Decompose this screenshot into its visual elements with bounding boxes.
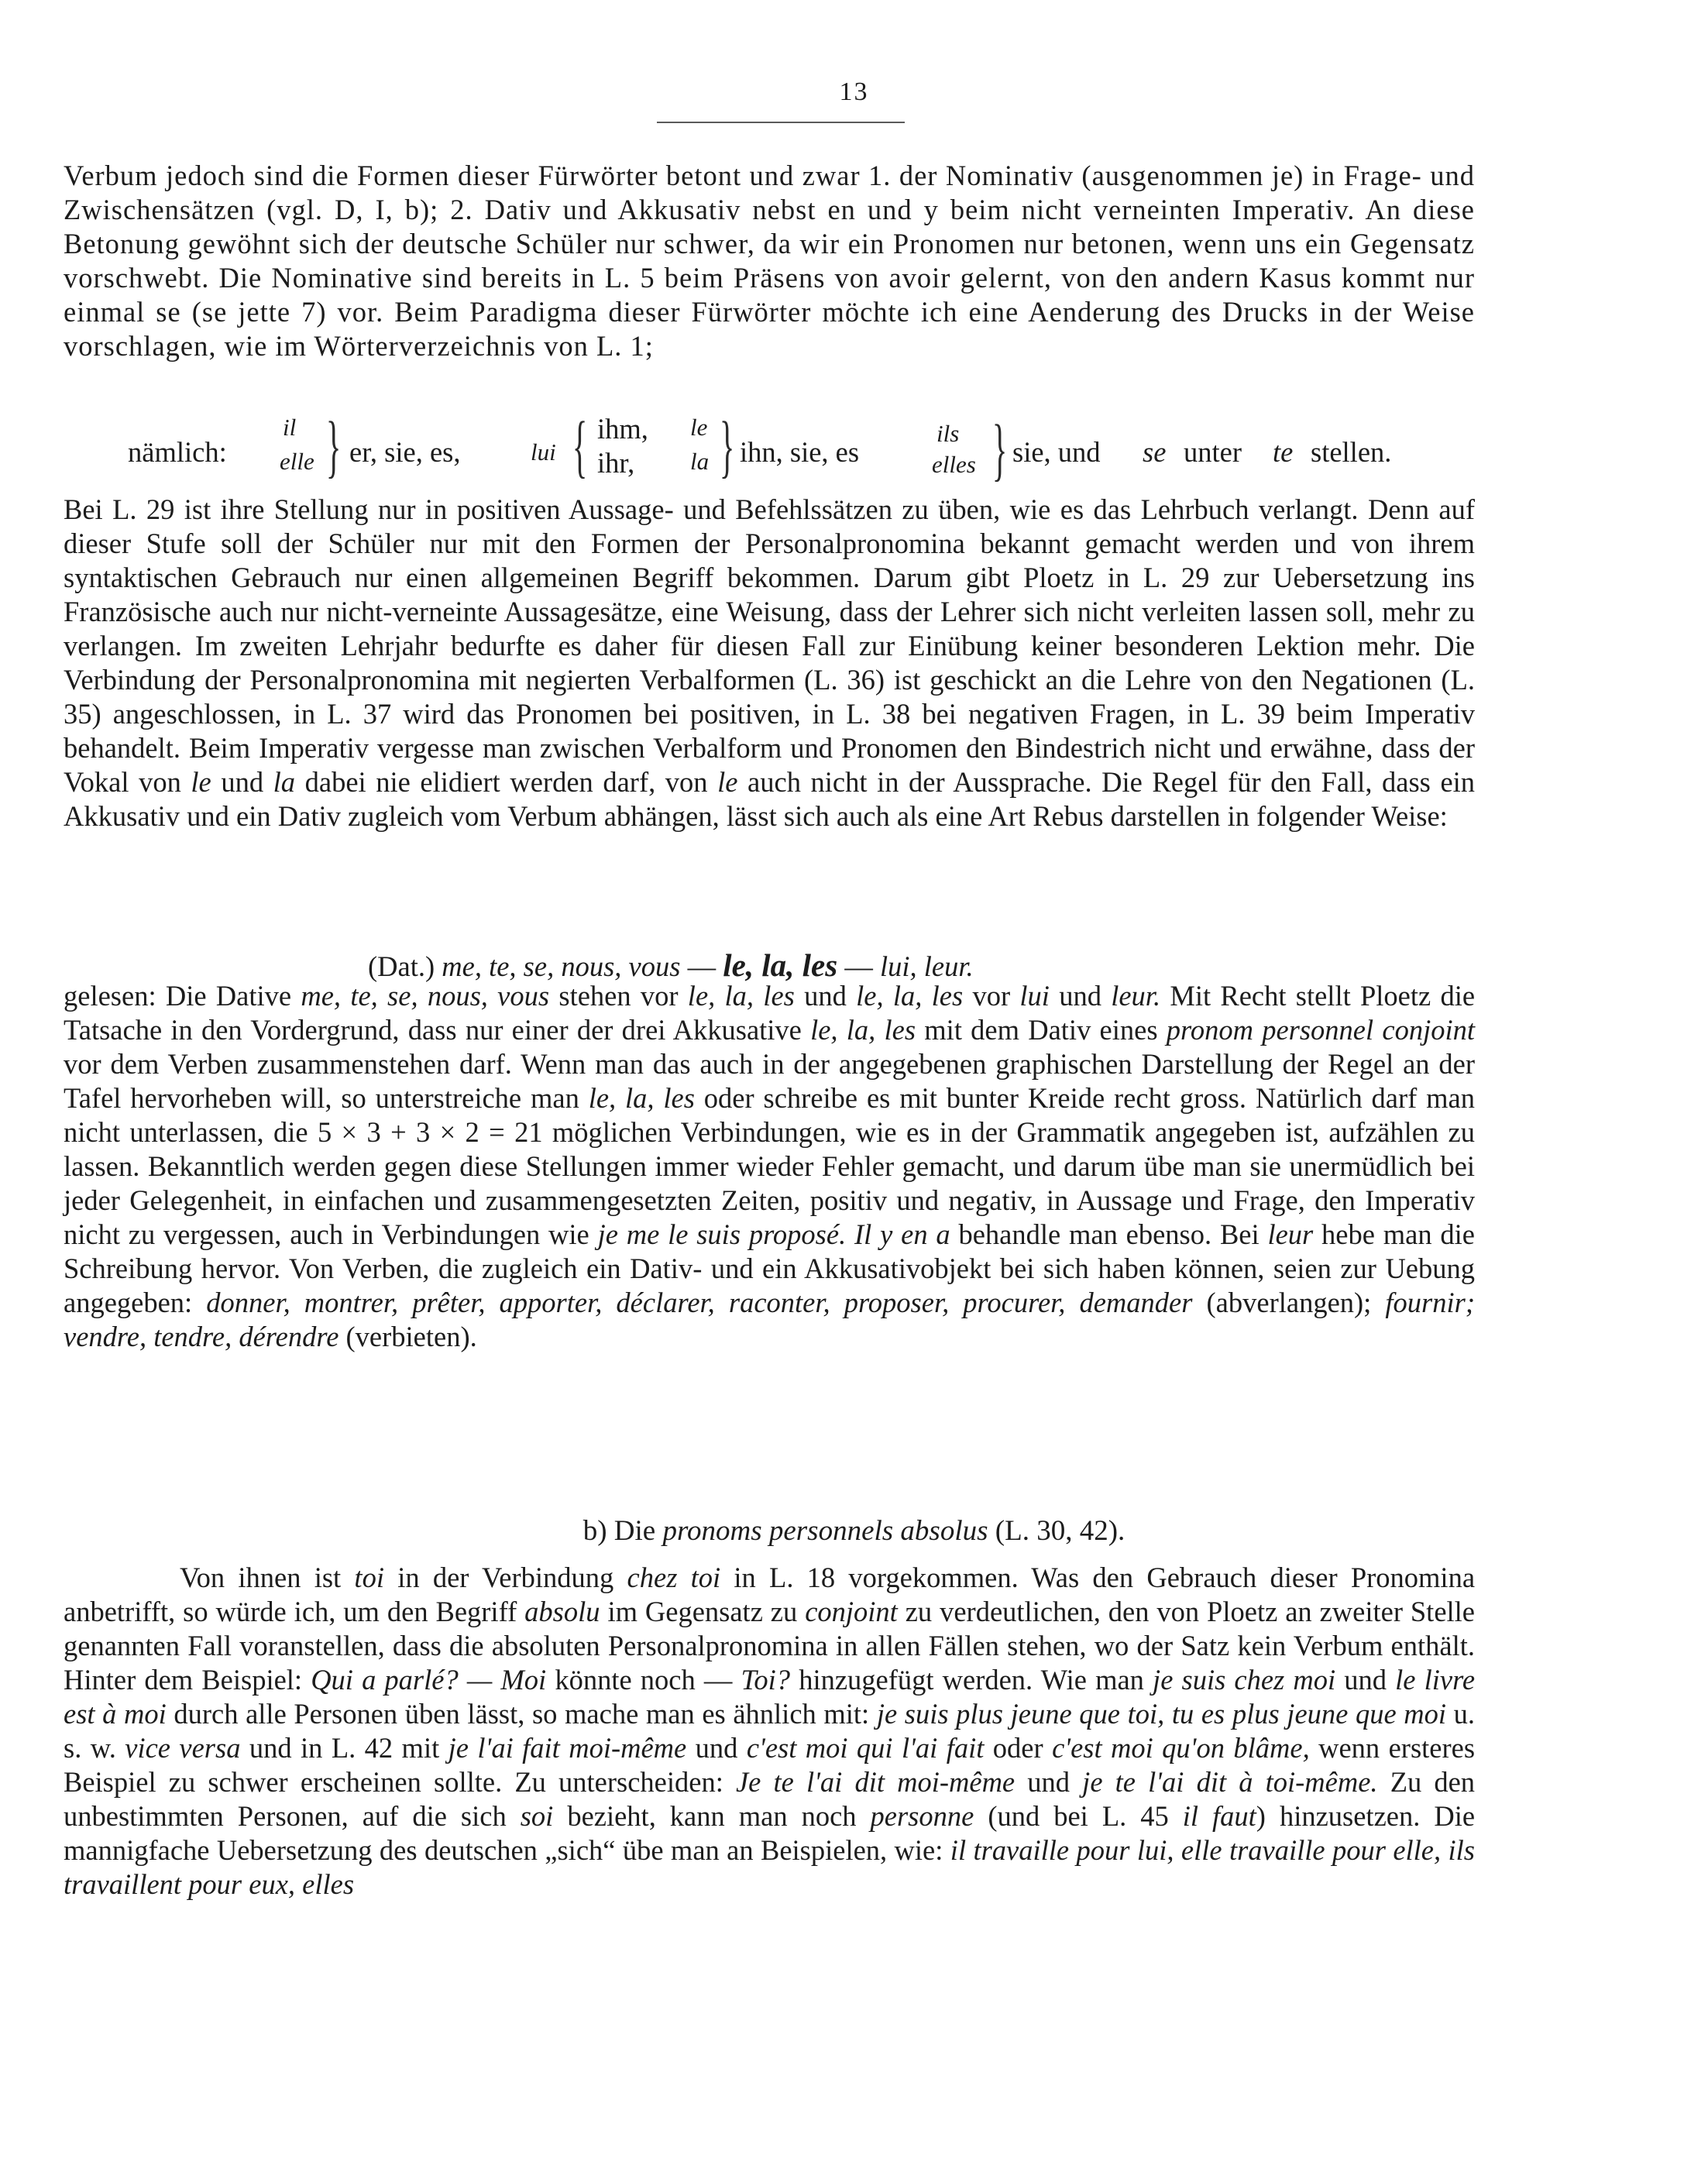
paradigm-tail-te: te — [1273, 436, 1294, 468]
paradigm-elle: elle — [280, 448, 314, 475]
formula-accusatives: le, la, les — [723, 947, 838, 983]
formula-dat: (Dat.) — [368, 950, 435, 982]
header-rule — [657, 122, 905, 123]
formula-dative-2: lui, leur. — [879, 950, 974, 982]
paradigm-er-sie-es: er, sie, es, — [349, 436, 461, 468]
paragraph-5 — [64, 1561, 1475, 1902]
paragraph-4 — [64, 979, 1475, 1354]
paradigm-le: le — [690, 414, 708, 441]
brace-1: } — [325, 408, 342, 485]
paragraph-3-text: Bei L. 29 ist ihre Stellung nur in positiven Aussage- und Befehlssätzen zu üben, wie es das Lehrbuch verlangt. Denn auf dieser Stufe soll der Schüler nur mit den Formen der Personalpronomina bekannt gemacht werden und von ihrem syntaktischen Gebrauch nur einen allgemeinen Begriff bekommen. Darum gibt Ploetz in L. 29 zur Uebersetzung ins Französische auch nur nicht-verneinte Aussagesätze, eine Weisung, dass der Lehrer sich nicht verleiten lassen soll, mehr zu verlangen. Im zweiten Lehrjahr bedurfte es daher für diesen Fall zur Einübung keiner besonderen Lektion mehr. Die Verbindung der Personalpronomina mit negierten Verbalformen (L. 36) ist geschickt an die Lehre von den Negationen (L. 35) angeschlossen, in L. 37 wird das Pronomen bei positiven, in L. 38 bei negativen Fragen, in L. 39 beim Imperativ behandelt. Beim Imperativ vergesse man zwischen Verbalform und Pronomen den Bindestrich nicht und erwähne, dass der Vokal von le und la dabei nie elidiert werden darf, von le auch nicht in der Aussprache. Die Regel für den Fall, dass ein Akkusativ und ein Dativ zugleich vom Verbum abhängen, lässt sich auch als eine Art Rebus darstellen in folgender Weise: — [64, 493, 1476, 832]
paradigm-elles: elles — [932, 451, 976, 478]
brace-4: } — [991, 411, 1008, 488]
paradigm-tail-3: stellen. — [1311, 436, 1392, 468]
paradigm-ihn-sie-es: ihn, sie, es — [740, 436, 860, 468]
section-heading: b) Die pronoms personnels absolus (L. 30, 42). — [583, 1515, 1125, 1547]
paradigm-lui: lui — [531, 438, 556, 466]
paradigm-tail-1: sie, und — [1012, 436, 1101, 468]
brace-3: } — [719, 408, 735, 485]
paradigm-tail-2: unter — [1184, 436, 1242, 468]
formula-dative-pronouns: me, te, se, nous, vous — [442, 950, 681, 982]
paradigm-ils: ils — [936, 420, 960, 447]
page-number: 13 — [839, 77, 869, 106]
paradigm-ihr: ihr, — [597, 447, 635, 479]
paradigm-lead: nämlich: — [128, 436, 227, 468]
paradigm-il: il — [283, 414, 297, 441]
paragraph-1 — [64, 159, 1475, 363]
brace-2: { — [572, 408, 588, 485]
rebus-formula — [368, 947, 974, 984]
paragraph-5-text: Von ihnen ist toi in der Verbindung chez toi in L. 18 vorgekommen. Was den Gebrauch dieser Pronomina anbetrifft, so würde ich, um den Begriff absolu im Gegensatz zu conjoint zu verdeutlichen, den von Ploetz an zweiter Stelle genannten Fall voranstellen, dass die absoluten Personalpronomina in allen Fällen stehen, wo der Satz kein Verbum enthält. Hinter dem Beispiel: Qui a parlé? — Moi könnte noch — Toi? hinzugefügt werden. Wie man je suis chez moi und le livre est à moi durch alle Personen üben lässt, so mache man es ähnlich mit: je suis plus jeune que toi, tu es plus jeune que moi u. s. w. vice versa und in L. 42 mit je l'ai fait moi-même und c'est moi qui l'ai fait oder c'est moi qu'on blâme, wenn ersteres Beispiel zu schwer erscheinen sollte. Zu unterscheiden: Je te l'ai dit moi-même und je te l'ai dit à toi-même. Zu den unbestimmten Personen, auf die sich soi bezieht, kann man noch personne (und bei L. 45 il faut) hinzusetzen. Die mannigfache Uebersetzung des deutschen „sich“ übe man an Beispielen, wie: il travaille pour lui, elle travaille pour elle, ils travaillent pour eux, elles — [64, 1562, 1476, 1900]
formula-dash-2: — — [844, 950, 873, 982]
paragraph-1-text: Verbum jedoch sind die Formen dieser Fürwörter betont und zwar 1. der Nominativ (ausgenommen je) in Frage- und Zwischensätzen (vgl. D, I, b); 2. Dativ und Akkusativ nebst en und y beim nicht verneinten Imperativ. An diese Betonung gewöhnt sich der deutsche Schüler nur schwer, da wir ein Pronomen nur betonen, wenn uns ein Gegensatz vorschwebt. Die Nominative sind bereits in L. 5 beim Präsens von avoir gelernt, von den andern Kasus kommt nur einmal se (se jette 7) vor. Beim Paradigma dieser Fürwörter möchte ich eine Aenderung des Drucks in der Weise vorschlagen, wie im Wörterverzeichnis von L. 1; — [64, 160, 1475, 362]
paragraph-3 — [64, 493, 1475, 833]
paradigm-la: la — [690, 448, 710, 475]
paradigm-tail-se: se — [1143, 436, 1167, 468]
paradigm-ihm: ihm, — [597, 413, 648, 445]
paragraph-4-text: gelesen: Die Dative me, te, se, nous, vous stehen vor le, la, les und le, la, les vor lui und leur. Mit Recht stellt Ploetz die Tatsache in den Vordergrund, dass nur einer der drei Akkusative le, la, les mit dem Dativ eines pronom personnel conjoint vor dem Verben zusammenstehen darf. Wenn man das auch in der angegebenen graphischen Darstellung der Regel an der Tafel hervorheben will, so unterstreiche man le, la, les oder schreibe es mit bunter Kreide recht gross. Natürlich darf man nicht unterlassen, die 5 × 3 + 3 × 2 = 21 möglichen Verbindungen, wie es in der Grammatik angegeben ist, aufzählen zu lassen. Bekanntlich werden gegen diese Stellungen immer wieder Fehler gemacht, und darum übe man sie unermüdlich bei jeder Gelegenheit, in einfachen und zusammengesetzten Zeiten, positiv und negativ, in Aussage und Frage, den Imperativ nicht zu vergessen, auch in Verbindungen wie je me le suis proposé. Il y en a behandle man ebenso. Bei leur hebe man die Schreibung hervor. Von Verben, die zugleich ein Dativ- und ein Akkusativobjekt bei sich haben können, seien zur Uebung angegeben: donner, montrer, prêter, apporter, déclarer, raconter, proposer, procurer, demander (abverlangen); fournir; vendre, tendre, dérendre (verbieten). — [64, 980, 1476, 1352]
formula-dash-1: — — [687, 950, 717, 982]
